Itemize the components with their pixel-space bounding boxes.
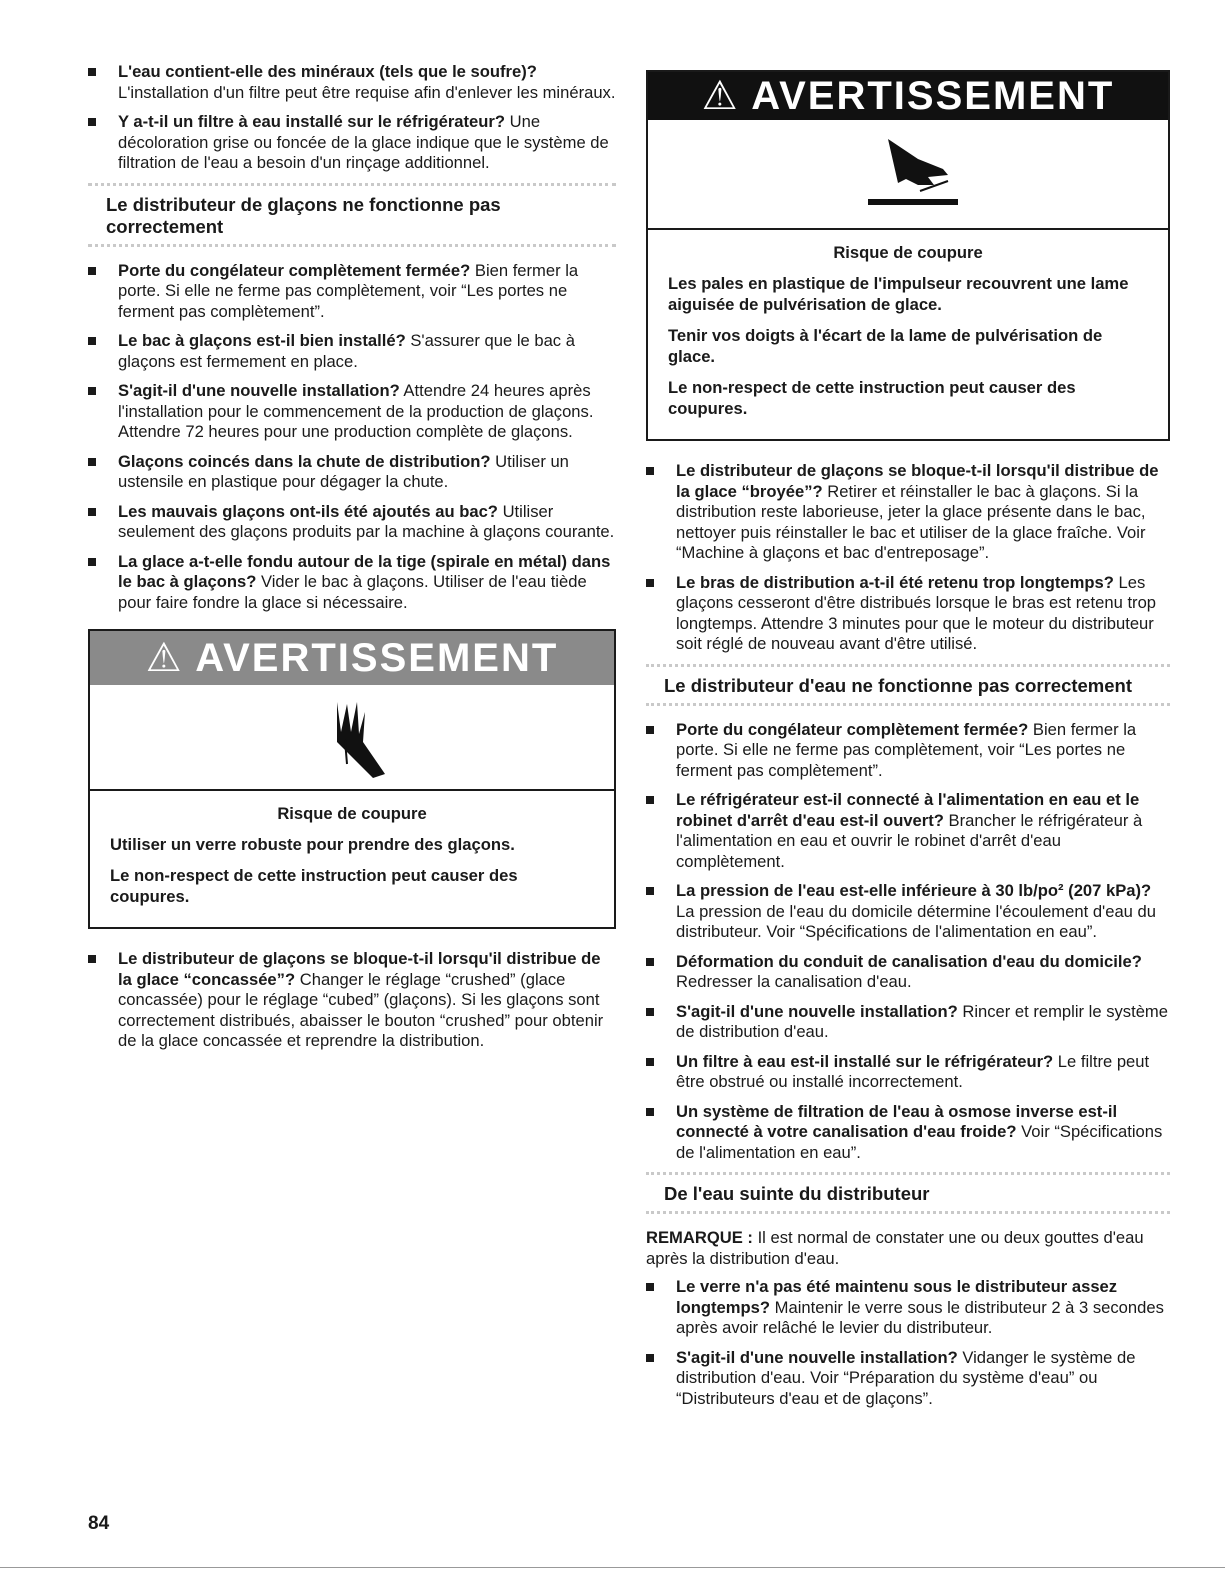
- warning-triangle-icon: ⚠: [701, 74, 740, 118]
- list-item: Le bac à glaçons est-il bien installé? S'assurer que le bac à glaçons est fermement en place.: [88, 331, 616, 372]
- list-item: Porte du congélateur complètement fermée? Bien fermer la porte. Si elle ne ferme pas complètement, voir “Les portes ne ferment pas complètement”.: [88, 261, 616, 323]
- page-bottom-rule: [0, 1567, 1225, 1568]
- left-column: [88, 62, 616, 1061]
- leak-list: [646, 1277, 1170, 1409]
- warning-line: Les pales en plastique de l'impulseur recouvrent une lame aiguisée de pulvérisation de glace.: [668, 274, 1129, 314]
- section-heading-ice-dispenser: Le distributeur de glaçons ne fonctionne pas correctement: [88, 183, 616, 247]
- warning-risk: Risque de coupure: [833, 243, 983, 262]
- note: REMARQUE : Il est normal de constater une ou deux gouttes d'eau après la distribution d'eau.: [646, 1228, 1144, 1268]
- list-item: Le distributeur de glaçons se bloque-t-il lorsqu'il distribue de la glace “broyée”? Retirer et réinstaller le bac à glaçons. Si la distribution reste laborieuse, jeter la glace présente dans le bac, nettoyer puis réinstaller le bac et utiliser de la glace fraîche. Voir “Machine à glaçons et bac d'entreposage”.: [646, 461, 1170, 564]
- section-heading-water-dispenser: Le distributeur d'eau ne fonctionne pas correctement: [646, 664, 1170, 706]
- list-item: La glace a-t-elle fondu autour de la tige (spirale en métal) dans le bac à glaçons? Vider le bac à glaçons. Utiliser de l'eau tiède pour faire fondre la glace si nécessaire.: [88, 552, 616, 614]
- warning-text: [648, 230, 1168, 439]
- water-dispenser-list: [646, 720, 1170, 1164]
- warning-pictogram: [90, 685, 614, 791]
- list-item: Le verre n'a pas été maintenu sous le distributeur assez longtemps? Maintenir le verre sous le distributeur 2 à 3 secondes après avoir relâché le levier du distributeur.: [646, 1277, 1170, 1339]
- right-column: [646, 70, 1170, 1418]
- left-top-list: [88, 62, 616, 174]
- left-after-list: [88, 949, 616, 1052]
- list-item: L'eau contient-elle des minéraux (tels que le soufre)? L'installation d'un filtre peut être requise afin d'enlever les minéraux.: [88, 62, 616, 103]
- list-item: Un système de filtration de l'eau à osmose inverse est-il connecté à votre canalisation d'eau froide? Voir “Spécifications de l'alimentation en eau”.: [646, 1102, 1170, 1164]
- warning-line: Le non-respect de cette instruction peut causer des coupures.: [668, 378, 1076, 418]
- ice-dispenser-list: [88, 261, 616, 614]
- list-item: Le réfrigérateur est-il connecté à l'alimentation en eau et le robinet d'arrêt d'eau est-il ouvert? Brancher le réfrigérateur à l'alimentation en eau et ouvrir le robinet d'arrêt d'eau complètement.: [646, 790, 1170, 872]
- warning-risk: Risque de coupure: [277, 804, 427, 823]
- warning-text: [90, 791, 614, 927]
- list-item: Le distributeur de glaçons se bloque-t-il lorsqu'il distribue de la glace “concassée”? Changer le réglage “crushed” (glace concassée) pour le réglage “cubed” (glaçons). Si les glaçons sont correctement distribués, abaisser le bouton “crushed” pour obtenir de la glace concassée et reprendre la distribution.: [88, 949, 616, 1052]
- right-top-list: [646, 461, 1170, 655]
- list-item: Les mauvais glaçons ont-ils été ajoutés au bac? Utiliser seulement des glaçons produits par la machine à glaçons courante.: [88, 502, 616, 543]
- list-item: Porte du congélateur complètement fermée? Bien fermer la porte. Si elle ne ferme pas complètement, voir “Les portes ne ferment pas complètement”.: [646, 720, 1170, 782]
- list-item: S'agit-il d'une nouvelle installation? Rincer et remplir le système de distribution d'eau.: [646, 1002, 1170, 1043]
- list-item: Le bras de distribution a-t-il été retenu trop longtemps? Les glaçons cesseront d'être distribués lorsque le bras est retenu trop longtemps. Attendre 3 minutes pour que le moteur du distributeur soit réglé de nouveau avant d'être utilisé.: [646, 573, 1170, 655]
- warning-line: Tenir vos doigts à l'écart de la lame de pulvérisation de glace.: [668, 326, 1103, 366]
- warning-line: Utiliser un verre robuste pour prendre des glaçons.: [110, 835, 515, 854]
- list-item: Déformation du conduit de canalisation d'eau du domicile? Redresser la canalisation d'eau.: [646, 952, 1170, 993]
- list-item: S'agit-il d'une nouvelle installation? Attendre 24 heures après l'installation pour le commencement de la production de glaçons. Attendre 72 heures pour une production complète de glaçons.: [88, 381, 616, 443]
- warning-banner: ⚠ AVERTISSEMENT: [648, 72, 1168, 120]
- warning-box-glass: [88, 629, 616, 929]
- list-item: Glaçons coincés dans la chute de distribution? Utiliser un ustensile en plastique pour dégager la chute.: [88, 452, 616, 493]
- list-item: Un filtre à eau est-il installé sur le réfrigérateur? Le filtre peut être obstrué ou installé incorrectement.: [646, 1052, 1170, 1093]
- section-heading-leak: De l'eau suinte du distributeur: [646, 1172, 1170, 1214]
- warning-box-blade: [646, 70, 1170, 441]
- warning-banner: ⚠ AVERTISSEMENT: [90, 631, 614, 685]
- cut-hand-icon: [307, 692, 397, 782]
- warning-line: Le non-respect de cette instruction peut causer des coupures.: [110, 866, 518, 906]
- blade-hand-icon: [848, 129, 968, 219]
- warning-triangle-icon: ⚠: [145, 636, 184, 680]
- page-number: 84: [88, 1513, 110, 1534]
- list-item: S'agit-il d'une nouvelle installation? Vidanger le système de distribution d'eau. Voir “Préparation du système d'eau” ou “Distributeurs d'eau et de glaçons”.: [646, 1348, 1170, 1410]
- list-item: La pression de l'eau est-elle inférieure à 30 lb/po² (207 kPa)? La pression de l'eau du domicile détermine l'écoulement d'eau du distributeur. Voir “Spécifications de l'alimentation en eau”.: [646, 881, 1170, 943]
- list-item: Y a-t-il un filtre à eau installé sur le réfrigérateur? Une décoloration grise ou foncée de la glace indique que le système de filtration de l'eau a besoin d'un rinçage additionnel.: [88, 112, 616, 174]
- warning-pictogram: [648, 120, 1168, 230]
